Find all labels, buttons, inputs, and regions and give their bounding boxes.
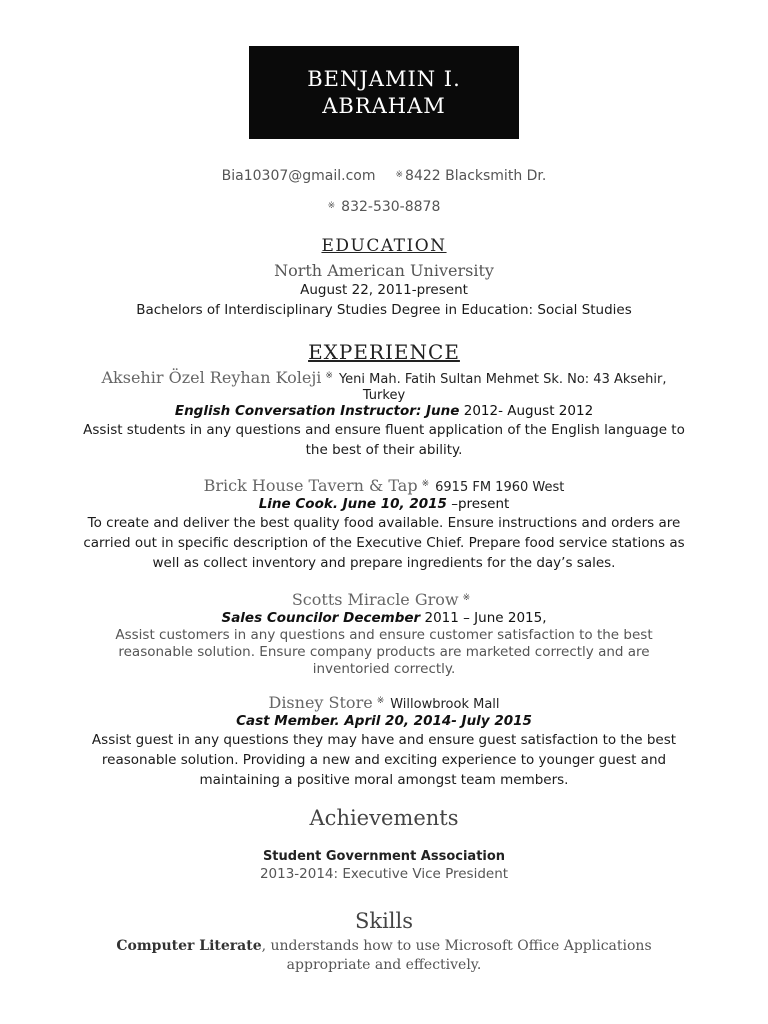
job-2-header: [0, 476, 768, 495]
job-1-role: [0, 403, 768, 419]
job-4-role: [0, 713, 768, 729]
job-4-desc-1: Assist guest in any questions they may have and ensure guest satisfaction to the best: [91, 732, 677, 748]
job-4-org: Disney Store: [268, 693, 373, 712]
job-3-org: Scotts Miracle Grow: [291, 590, 459, 609]
name-banner: [249, 46, 519, 139]
reference-mark-icon: ※: [395, 170, 404, 180]
job-3-desc-1: Assist customers in any questions and ensure customer satisfaction to the best: [115, 627, 653, 643]
phone-text: 832-530-8878: [341, 199, 441, 215]
skills-line-2: appropriate and effectively.: [286, 957, 482, 973]
job-3-desc-3: inventoried correctly.: [312, 661, 456, 677]
email-text: Bia10307@gmail.com: [221, 168, 376, 184]
job-4-desc-2: reasonable solution. Providing a new and exciting experience to younger guest and: [101, 752, 667, 768]
job-3-role-dates: 2011 – June 2015,: [420, 610, 547, 626]
job-2-desc-1: To create and deliver the best quality food available. Ensure instructions and orders are: [87, 515, 681, 531]
job-3-desc-2: reasonable solution. Ensure company products are marketed correctly and are: [118, 644, 650, 660]
job-1-header: [0, 368, 768, 387]
education-degree: Bachelors of Interdisciplinary Studies Degree in Education: Social Studies: [136, 302, 632, 318]
job-2-role: [0, 496, 768, 512]
reference-mark-icon: ※: [462, 593, 471, 603]
skills-line-1: [0, 937, 768, 956]
achievements-heading: Achievements: [309, 806, 459, 830]
job-2-role-title: Line Cook. June 10, 2015: [258, 496, 447, 512]
school-name: North American University: [274, 261, 494, 280]
job-1-desc-2: the best of their ability.: [305, 442, 463, 458]
job-1-location: Yeni Mah. Fatih Sultan Mehmet Sk. No: 43 Aksehir,: [338, 372, 667, 387]
achievement-detail: 2013-2014: Executive Vice President: [259, 866, 509, 882]
job-4-role-title: Cast Member. April 20, 2014- July 2015: [236, 713, 532, 729]
reference-mark-icon: ※: [376, 696, 385, 706]
job-4-location: Willowbrook Mall: [390, 697, 500, 712]
job-1-org: Aksehir Özel Reyhan Koleji: [101, 368, 322, 387]
name-line-2: ABRAHAM: [322, 93, 446, 118]
job-1-role-dates: 2012- August 2012: [459, 403, 594, 419]
job-1-desc-1: Assist students in any questions and ensure fluent application of the English language to: [83, 422, 685, 438]
job-4-desc-3: maintaining a positive moral amongst team members.: [199, 772, 569, 788]
reference-mark-icon: ※: [421, 479, 430, 489]
education-heading: EDUCATION: [321, 236, 447, 256]
name-line-1: BENJAMIN I.: [307, 66, 461, 91]
contact-line-2: [0, 199, 768, 215]
job-3-role-title: Sales Councilor: [221, 610, 339, 626]
contact-line-1: [0, 168, 768, 184]
job-4-header: [0, 693, 768, 712]
job-2-desc-2: carried out in specific description of the Executive Chief. Prepare food service stations as: [83, 535, 685, 551]
job-3-role: [0, 610, 768, 626]
skills-bold: Computer Literate: [116, 938, 262, 954]
reference-mark-icon: ※: [325, 371, 333, 381]
job-3-role-month: December: [338, 610, 421, 626]
job-3-header: [0, 590, 768, 609]
reference-mark-icon: ※: [327, 201, 336, 211]
skills-heading: Skills: [354, 909, 414, 933]
job-2-desc-3: well as collect inventory and prepare ingredients for the day’s sales.: [152, 555, 616, 571]
education-dates: August 22, 2011-present: [300, 282, 468, 298]
job-2-location: 6915 FM 1960 West: [435, 480, 565, 495]
job-2-role-dates: –present: [446, 496, 510, 512]
skills-rest: , understands how to use Microsoft Office Applications: [261, 938, 652, 954]
job-1-role-title: English Conversation Instructor: June: [174, 403, 460, 419]
job-1-location-2: Turkey: [362, 388, 406, 403]
address-text: 8422 Blacksmith Dr.: [405, 168, 547, 184]
experience-heading: EXPERIENCE: [308, 340, 460, 364]
achievement-title: Student Government Association: [262, 849, 506, 864]
job-2-org: Brick House Tavern & Tap: [203, 476, 418, 495]
